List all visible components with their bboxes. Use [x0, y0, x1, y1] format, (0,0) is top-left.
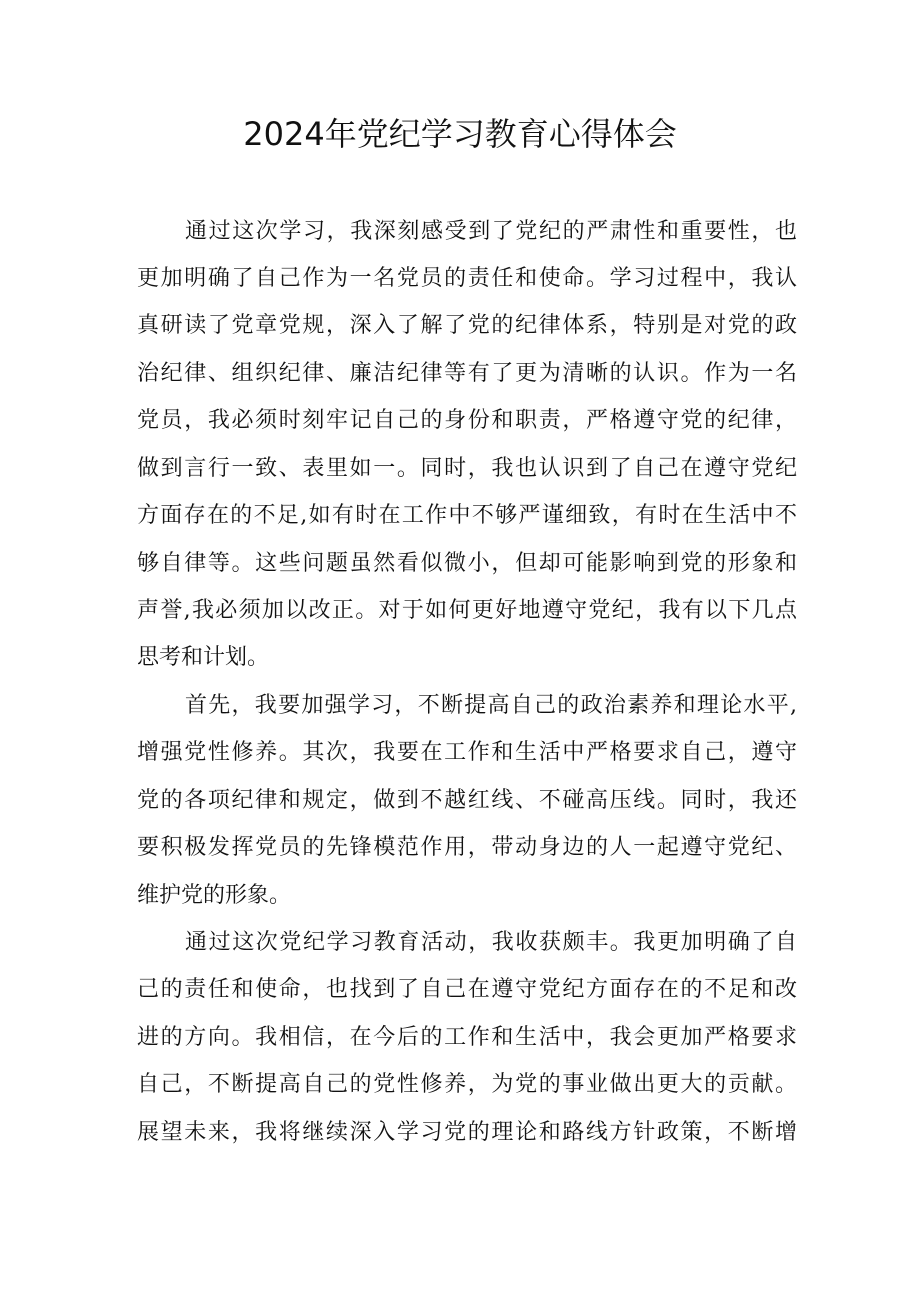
paragraph-line: 要积极发挥党员的先锋模范作用，带动身边的人一起遵守党纪、 [137, 835, 797, 860]
paragraph-line: 通过这次党纪学习教育活动，我收获颇丰。我更加明确了自 [185, 930, 797, 955]
paragraph-line: 自己，不断提高自己的党性修养，为党的事业做出更大的贡献。 [137, 1072, 797, 1097]
paragraph-line: 维护党的形象。 [137, 883, 292, 908]
paragraph-line: 更加明确了自己作为一名党员的责任和使命。学习过程中，我认 [137, 266, 797, 291]
paragraph-line: 党员，我必须时刻牢记自己的身份和职责，严格遵守党的纪律， [137, 408, 797, 433]
document-title: 2024年党纪学习教育心得体会 [243, 115, 677, 153]
paragraph-line: 做到言行一致、表里如一。同时，我也认识到了自己在遵守党纪 [137, 456, 797, 481]
paragraph-line: 进的方向。我相信，在今后的工作和生活中，我会更加严格要求 [137, 1025, 797, 1050]
paragraph-line: 通过这次学习，我深刻感受到了党纪的严肃性和重要性，也 [185, 219, 797, 244]
paragraph-line: 方面存在的不足,如有时在工作中不够严谨细致，有时在生活中不 [137, 503, 797, 528]
paragraph-line: 党的各项纪律和规定，做到不越红线、不碰高压线。同时，我还 [137, 788, 797, 813]
paragraph-line: 思考和计划。 [137, 645, 270, 670]
paragraph-line: 展望未来，我将继续深入学习党的理论和路线方针政策，不断增 [137, 1120, 797, 1145]
paragraph-line: 够自律等。这些问题虽然看似微小，但却可能影响到党的形象和 [137, 551, 797, 576]
paragraph-line: 首先，我要加强学习，不断提高自己的政治素养和理论水平, [185, 693, 797, 718]
paragraph-line: 增强党性修养。其次，我要在工作和生活中严格要求自己，遵守 [137, 740, 797, 765]
paragraph-line: 声誉,我必须加以改正。对于如何更好地遵守党纪，我有以下几点 [137, 598, 797, 623]
paragraph-line: 治纪律、组织纪律、廉洁纪律等有了更为清晰的认识。作为一名 [137, 361, 797, 386]
paragraph-line: 己的责任和使命，也找到了自己在遵守党纪方面存在的不足和改 [137, 977, 797, 1002]
paragraph-line: 真研读了党章党规，深入了解了党的纪律体系，特别是对党的政 [137, 313, 797, 338]
